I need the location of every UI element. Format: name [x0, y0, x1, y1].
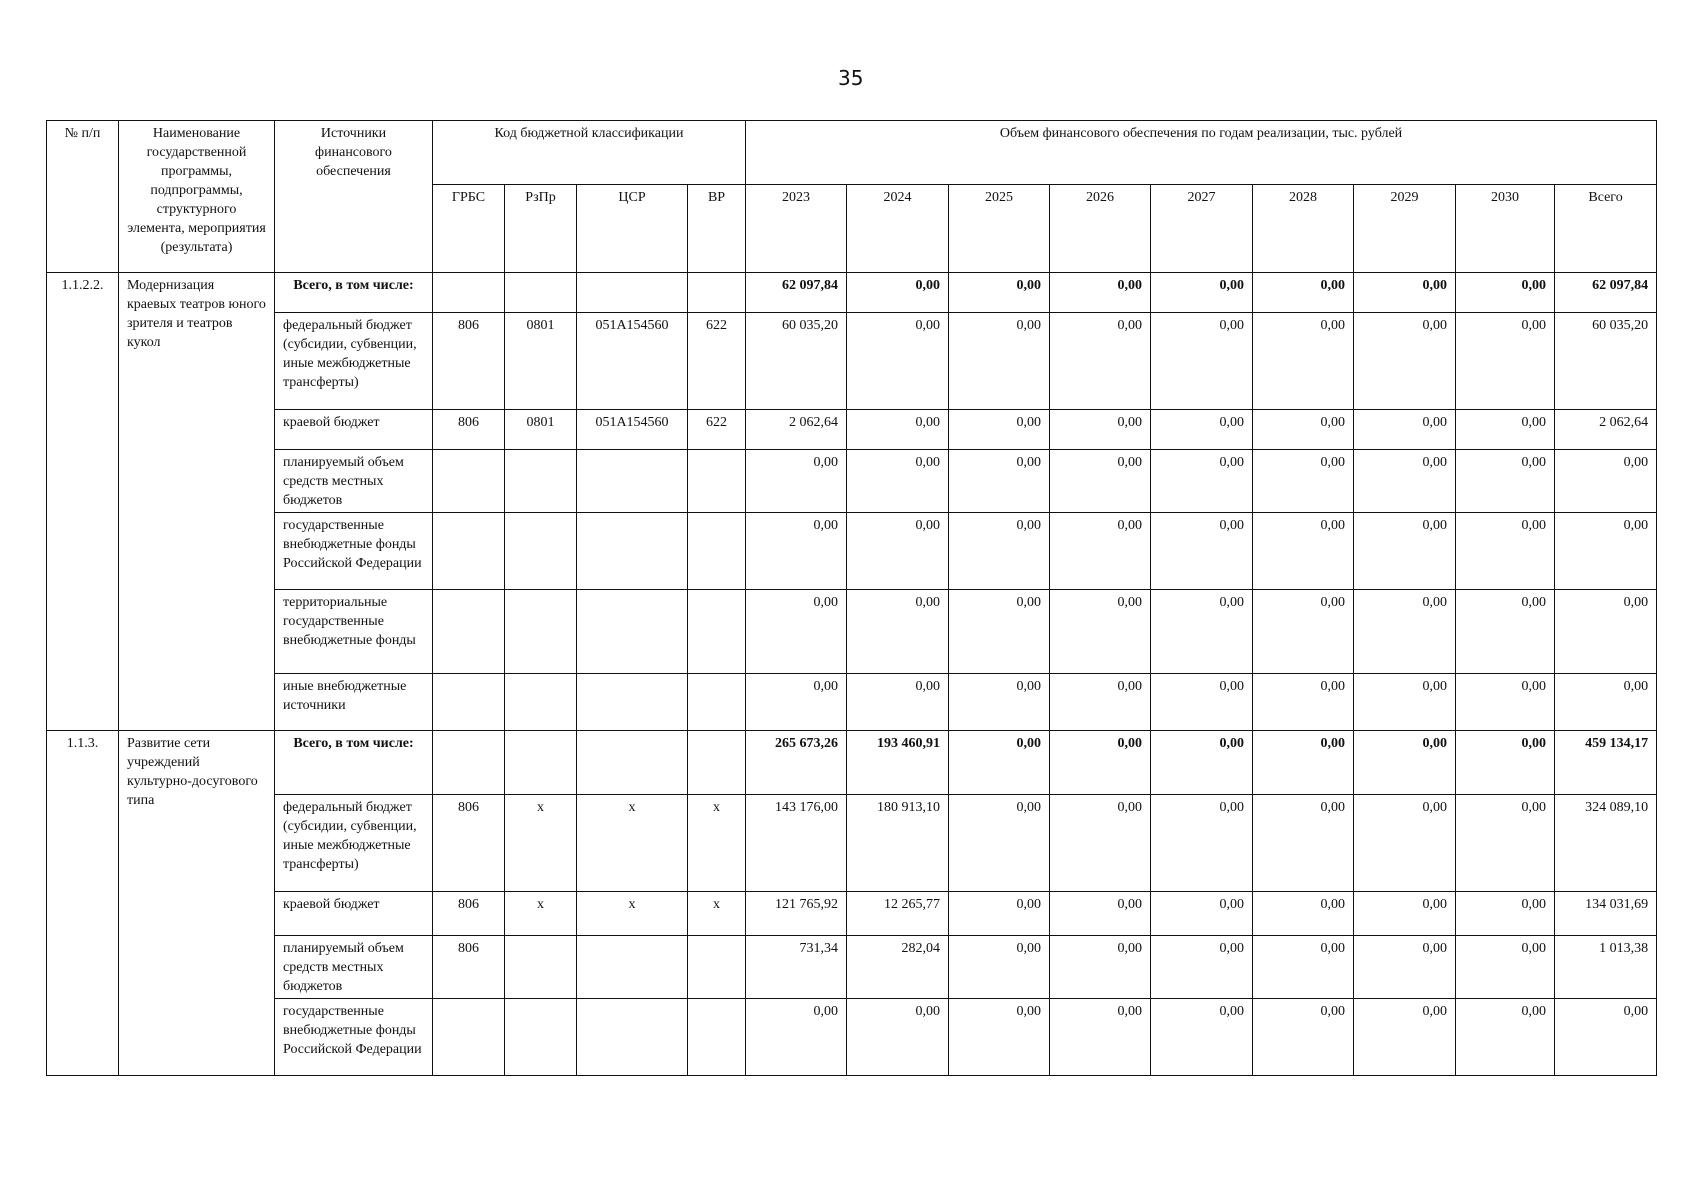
year-value-cell: 193 460,91: [847, 731, 949, 795]
year-value-cell: 0,00: [1253, 674, 1354, 731]
year-value-cell: 0,00: [746, 513, 847, 590]
rzpr-cell: x: [505, 892, 577, 936]
table-row: [47, 674, 1657, 731]
header-year: 2024: [847, 185, 949, 273]
header-source: Источники финансового обеспечения: [275, 121, 433, 273]
year-value-cell: 0,00: [1456, 731, 1555, 795]
vr-cell: x: [688, 892, 746, 936]
vr-cell: [688, 731, 746, 795]
year-value-cell: 0,00: [1151, 590, 1253, 674]
year-value-cell: 0,00: [1456, 410, 1555, 450]
grbs-cell: [433, 273, 505, 313]
year-value-cell: 0,00: [1456, 450, 1555, 513]
year-value-cell: 0,00: [1456, 313, 1555, 410]
year-value-cell: 0,00: [847, 410, 949, 450]
rzpr-cell: [505, 999, 577, 1076]
header-rzpr: РзПр: [505, 185, 577, 273]
year-value-cell: 0,00: [1354, 313, 1456, 410]
table-body: [47, 273, 1657, 1076]
source-cell: иные внебюджетные источники: [275, 674, 433, 731]
header-volume: Объем финансового обеспечения по годам реализации, тыс. рублей: [746, 121, 1657, 185]
csr-cell: [577, 999, 688, 1076]
year-value-cell: 731,34: [746, 936, 847, 999]
grbs-cell: 806: [433, 892, 505, 936]
year-value-cell: 0,00: [1354, 795, 1456, 892]
source-cell: федеральный бюджет (субсидии, субвенции, иные межбюджетные трансферты): [275, 795, 433, 892]
table-row: [47, 273, 1657, 313]
header-num: № п/п: [47, 121, 119, 273]
year-value-cell: 0,00: [1151, 731, 1253, 795]
vr-cell: [688, 936, 746, 999]
rzpr-cell: [505, 674, 577, 731]
total-cell: 0,00: [1555, 590, 1657, 674]
csr-cell: [577, 936, 688, 999]
row-name: Модернизация краевых театров юного зрителя и театров кукол: [119, 273, 275, 731]
year-value-cell: 0,00: [1253, 999, 1354, 1076]
vr-cell: [688, 674, 746, 731]
year-value-cell: 0,00: [949, 313, 1050, 410]
csr-cell: x: [577, 795, 688, 892]
year-value-cell: 0,00: [1253, 513, 1354, 590]
header-year: 2029: [1354, 185, 1456, 273]
total-cell: 134 031,69: [1555, 892, 1657, 936]
total-cell: 459 134,17: [1555, 731, 1657, 795]
table-header: [47, 121, 1657, 273]
header-year: 2023: [746, 185, 847, 273]
year-value-cell: 0,00: [1050, 999, 1151, 1076]
year-value-cell: 0,00: [1253, 590, 1354, 674]
table-row: [47, 410, 1657, 450]
year-value-cell: 0,00: [1050, 731, 1151, 795]
year-value-cell: 0,00: [1151, 892, 1253, 936]
rzpr-cell: [505, 590, 577, 674]
vr-cell: [688, 273, 746, 313]
row-name: Развитие сети учреждений культурно-досугового типа: [119, 731, 275, 1076]
grbs-cell: [433, 999, 505, 1076]
rzpr-cell: 0801: [505, 410, 577, 450]
rzpr-cell: [505, 450, 577, 513]
total-cell: 1 013,38: [1555, 936, 1657, 999]
year-value-cell: 180 913,10: [847, 795, 949, 892]
grbs-cell: [433, 731, 505, 795]
rzpr-cell: [505, 513, 577, 590]
row-number: 1.1.2.2.: [47, 273, 119, 731]
year-value-cell: 12 265,77: [847, 892, 949, 936]
year-value-cell: 0,00: [847, 273, 949, 313]
year-value-cell: 0,00: [1354, 273, 1456, 313]
rzpr-cell: [505, 731, 577, 795]
header-year: 2025: [949, 185, 1050, 273]
year-value-cell: 0,00: [1050, 450, 1151, 513]
grbs-cell: 806: [433, 410, 505, 450]
year-value-cell: 0,00: [1354, 999, 1456, 1076]
source-cell: краевой бюджет: [275, 892, 433, 936]
header-year: 2030: [1456, 185, 1555, 273]
table-row: [47, 513, 1657, 590]
year-value-cell: 121 765,92: [746, 892, 847, 936]
year-value-cell: 143 176,00: [746, 795, 847, 892]
year-value-cell: 0,00: [1456, 795, 1555, 892]
year-value-cell: 0,00: [949, 273, 1050, 313]
year-value-cell: 0,00: [847, 590, 949, 674]
year-value-cell: 0,00: [1253, 313, 1354, 410]
page-number: 35: [838, 66, 864, 90]
table-row: [47, 892, 1657, 936]
year-value-cell: 0,00: [1354, 513, 1456, 590]
year-value-cell: 0,00: [1050, 410, 1151, 450]
year-value-cell: 0,00: [1253, 273, 1354, 313]
year-value-cell: 0,00: [1354, 674, 1456, 731]
table-row: [47, 590, 1657, 674]
table-row: [47, 313, 1657, 410]
year-value-cell: 0,00: [1456, 674, 1555, 731]
year-value-cell: 0,00: [1151, 273, 1253, 313]
year-value-cell: 0,00: [1456, 513, 1555, 590]
csr-cell: [577, 273, 688, 313]
rzpr-cell: [505, 273, 577, 313]
year-value-cell: 0,00: [847, 513, 949, 590]
year-value-cell: 62 097,84: [746, 273, 847, 313]
year-value-cell: 0,00: [1456, 892, 1555, 936]
total-cell: 324 089,10: [1555, 795, 1657, 892]
year-value-cell: 0,00: [847, 313, 949, 410]
year-value-cell: 0,00: [847, 674, 949, 731]
year-value-cell: 0,00: [1050, 590, 1151, 674]
header-year: 2027: [1151, 185, 1253, 273]
year-value-cell: 0,00: [1354, 892, 1456, 936]
rzpr-cell: x: [505, 795, 577, 892]
year-value-cell: 0,00: [746, 999, 847, 1076]
total-cell: 0,00: [1555, 674, 1657, 731]
grbs-cell: [433, 450, 505, 513]
grbs-cell: [433, 674, 505, 731]
row-number: 1.1.3.: [47, 731, 119, 1076]
vr-cell: [688, 590, 746, 674]
header-total: Всего: [1555, 185, 1657, 273]
year-value-cell: 0,00: [1151, 513, 1253, 590]
source-cell: краевой бюджет: [275, 410, 433, 450]
vr-cell: [688, 513, 746, 590]
year-value-cell: 0,00: [949, 795, 1050, 892]
year-value-cell: 0,00: [949, 410, 1050, 450]
year-value-cell: 60 035,20: [746, 313, 847, 410]
year-value-cell: 0,00: [1050, 273, 1151, 313]
header-year: 2028: [1253, 185, 1354, 273]
header-kbk: Код бюджетной классификации: [433, 121, 746, 185]
year-value-cell: 0,00: [1354, 410, 1456, 450]
source-cell: планируемый объем средств местных бюджетов: [275, 936, 433, 999]
total-cell: 62 097,84: [1555, 273, 1657, 313]
vr-cell: [688, 999, 746, 1076]
vr-cell: 622: [688, 410, 746, 450]
source-cell: территориальные государственные внебюджетные фонды: [275, 590, 433, 674]
year-value-cell: 0,00: [1456, 999, 1555, 1076]
grbs-cell: [433, 590, 505, 674]
year-value-cell: 0,00: [1050, 795, 1151, 892]
year-value-cell: 0,00: [1456, 590, 1555, 674]
year-value-cell: 0,00: [1151, 410, 1253, 450]
year-value-cell: 0,00: [1253, 410, 1354, 450]
csr-cell: [577, 731, 688, 795]
year-value-cell: 0,00: [1151, 313, 1253, 410]
source-cell: государственные внебюджетные фонды Российской Федерации: [275, 513, 433, 590]
year-value-cell: 0,00: [1253, 936, 1354, 999]
year-value-cell: 0,00: [746, 450, 847, 513]
year-value-cell: 0,00: [1050, 513, 1151, 590]
year-value-cell: 0,00: [1253, 892, 1354, 936]
header-csr: ЦСР: [577, 185, 688, 273]
year-value-cell: 0,00: [949, 731, 1050, 795]
year-value-cell: 282,04: [847, 936, 949, 999]
total-cell: 0,00: [1555, 513, 1657, 590]
table-row: [47, 450, 1657, 513]
year-value-cell: 0,00: [1151, 999, 1253, 1076]
year-value-cell: 0,00: [1253, 731, 1354, 795]
header-name: Наименование государственной программы, подпрограммы, структурного элемента, мероприятия (результата): [119, 121, 275, 273]
csr-cell: [577, 590, 688, 674]
year-value-cell: 0,00: [949, 892, 1050, 936]
vr-cell: 622: [688, 313, 746, 410]
year-value-cell: 0,00: [1050, 313, 1151, 410]
grbs-cell: [433, 513, 505, 590]
rzpr-cell: [505, 936, 577, 999]
year-value-cell: 0,00: [1354, 731, 1456, 795]
vr-cell: [688, 450, 746, 513]
budget-table: [46, 120, 1657, 1076]
table-row: [47, 795, 1657, 892]
year-value-cell: 0,00: [1050, 936, 1151, 999]
year-value-cell: 0,00: [1354, 450, 1456, 513]
year-value-cell: 0,00: [1354, 590, 1456, 674]
source-cell: Всего, в том числе:: [275, 731, 433, 795]
csr-cell: [577, 513, 688, 590]
rzpr-cell: 0801: [505, 313, 577, 410]
table-row: [47, 999, 1657, 1076]
grbs-cell: 806: [433, 795, 505, 892]
total-cell: 0,00: [1555, 450, 1657, 513]
header-grbs: ГРБС: [433, 185, 505, 273]
total-cell: 2 062,64: [1555, 410, 1657, 450]
year-value-cell: 0,00: [1151, 795, 1253, 892]
total-cell: 0,00: [1555, 999, 1657, 1076]
year-value-cell: 0,00: [1151, 936, 1253, 999]
year-value-cell: 2 062,64: [746, 410, 847, 450]
grbs-cell: 806: [433, 936, 505, 999]
year-value-cell: 0,00: [746, 590, 847, 674]
year-value-cell: 0,00: [949, 513, 1050, 590]
year-value-cell: 0,00: [1253, 795, 1354, 892]
year-value-cell: 0,00: [1151, 674, 1253, 731]
csr-cell: 051A154560: [577, 410, 688, 450]
source-cell: государственные внебюджетные фонды Российской Федерации: [275, 999, 433, 1076]
year-value-cell: 0,00: [1456, 936, 1555, 999]
year-value-cell: 0,00: [847, 450, 949, 513]
total-cell: 60 035,20: [1555, 313, 1657, 410]
year-value-cell: 0,00: [1050, 674, 1151, 731]
table-row: [47, 731, 1657, 795]
year-value-cell: 0,00: [746, 674, 847, 731]
header-year: 2026: [1050, 185, 1151, 273]
vr-cell: x: [688, 795, 746, 892]
csr-cell: x: [577, 892, 688, 936]
table-row: [47, 936, 1657, 999]
year-value-cell: 0,00: [949, 999, 1050, 1076]
year-value-cell: 0,00: [949, 936, 1050, 999]
year-value-cell: 0,00: [949, 590, 1050, 674]
year-value-cell: 0,00: [1253, 450, 1354, 513]
csr-cell: 051A154560: [577, 313, 688, 410]
source-cell: планируемый объем средств местных бюджетов: [275, 450, 433, 513]
year-value-cell: 265 673,26: [746, 731, 847, 795]
header-vr: ВР: [688, 185, 746, 273]
year-value-cell: 0,00: [1050, 892, 1151, 936]
grbs-cell: 806: [433, 313, 505, 410]
year-value-cell: 0,00: [1354, 936, 1456, 999]
csr-cell: [577, 450, 688, 513]
source-cell: Всего, в том числе:: [275, 273, 433, 313]
csr-cell: [577, 674, 688, 731]
source-cell: федеральный бюджет (субсидии, субвенции, иные межбюджетные трансферты): [275, 313, 433, 410]
year-value-cell: 0,00: [1456, 273, 1555, 313]
year-value-cell: 0,00: [847, 999, 949, 1076]
year-value-cell: 0,00: [949, 450, 1050, 513]
year-value-cell: 0,00: [1151, 450, 1253, 513]
year-value-cell: 0,00: [949, 674, 1050, 731]
